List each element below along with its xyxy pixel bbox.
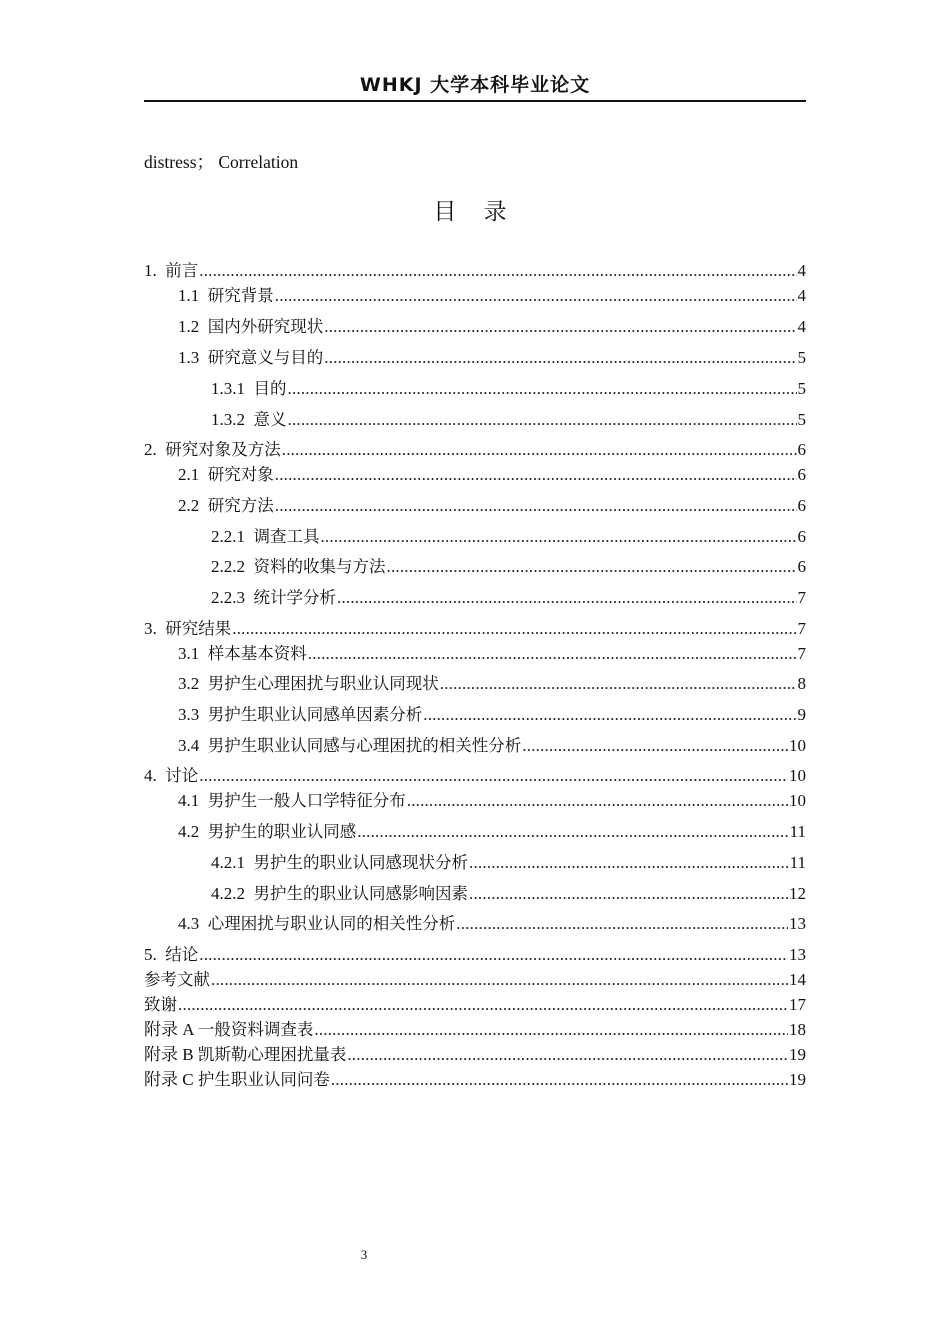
toc-entry-page: 13 bbox=[789, 914, 806, 933]
toc-entry-label: 结论 bbox=[165, 945, 199, 964]
toc-entry-page: 14 bbox=[789, 970, 806, 989]
toc-entry-label: 样本基本资料 bbox=[207, 644, 307, 663]
toc-entry-page: 12 bbox=[789, 884, 806, 903]
toc-entry-page: 8 bbox=[797, 674, 806, 693]
dot-leader bbox=[423, 703, 796, 727]
toc-entry[interactable] bbox=[144, 438, 806, 462]
toc-entry-label: 致谢 bbox=[144, 995, 177, 1014]
dot-leader bbox=[331, 1068, 788, 1092]
dot-leader bbox=[275, 463, 797, 487]
toc-entry-label: 护生职业认同问卷 bbox=[197, 1070, 330, 1089]
toc-entry-label: 讨论 bbox=[165, 766, 199, 785]
dot-leader bbox=[347, 1043, 788, 1067]
dot-leader bbox=[275, 284, 797, 308]
toc-entry[interactable] bbox=[144, 764, 806, 788]
toc-entry[interactable] bbox=[144, 377, 806, 401]
dot-leader bbox=[469, 851, 789, 875]
keywords-continuation: distress； Correlation bbox=[144, 152, 299, 172]
toc-entry-page: 4 bbox=[797, 261, 806, 280]
toc-entry-page: 7 bbox=[797, 588, 806, 607]
toc-entry-label: 研究对象及方法 bbox=[165, 440, 281, 459]
toc-entry[interactable] bbox=[144, 1068, 806, 1092]
toc-entry[interactable] bbox=[144, 851, 806, 875]
dot-leader bbox=[199, 943, 788, 967]
dot-leader bbox=[456, 912, 788, 936]
toc-entry-label: 男护生职业认同感与心理困扰的相关性分析 bbox=[207, 736, 522, 755]
toc-entry-label: 研究对象 bbox=[207, 465, 274, 484]
toc-entry-page: 18 bbox=[789, 1020, 806, 1039]
toc-entry[interactable] bbox=[144, 586, 806, 610]
toc-entry-number: 4.2 bbox=[178, 822, 208, 841]
dot-leader bbox=[324, 315, 796, 339]
toc-entry[interactable] bbox=[144, 943, 806, 967]
toc-entry[interactable] bbox=[144, 882, 806, 906]
toc-entry-page: 9 bbox=[797, 705, 806, 724]
toc-entry-page: 10 bbox=[789, 791, 806, 810]
toc-entry-label: 男护生心理困扰与职业认同现状 bbox=[207, 674, 439, 693]
toc-entry-label: 资料的收集与方法 bbox=[253, 557, 386, 576]
toc-entry-number: 2.1 bbox=[178, 465, 208, 484]
toc-entry[interactable] bbox=[144, 820, 806, 844]
toc-entry[interactable] bbox=[144, 259, 806, 283]
toc-entry-number: 1. bbox=[144, 261, 166, 280]
toc-entry[interactable] bbox=[144, 703, 806, 727]
toc-entry[interactable] bbox=[144, 642, 806, 666]
toc-entry-page: 6 bbox=[797, 557, 806, 576]
toc-entry-page: 11 bbox=[789, 853, 806, 872]
toc-entry-label: 意义 bbox=[253, 410, 287, 429]
dot-leader bbox=[199, 764, 788, 788]
running-header-title: WHKJ 大学本科毕业论文 bbox=[359, 74, 591, 96]
toc-entry[interactable] bbox=[144, 284, 806, 308]
dot-leader bbox=[387, 555, 797, 579]
toc-entry-number: 1.1 bbox=[178, 286, 208, 305]
toc-entry[interactable] bbox=[144, 525, 806, 549]
toc-entry-label: 男护生职业认同感单因素分析 bbox=[207, 705, 423, 724]
toc-entry-number: 5. bbox=[144, 945, 166, 964]
toc-entry-label: 研究结果 bbox=[165, 619, 232, 638]
toc-entry[interactable] bbox=[144, 993, 806, 1017]
toc-entry-number: 1.3 bbox=[178, 348, 208, 367]
toc-entry-number: 1.3.2 bbox=[211, 410, 254, 429]
toc-entry-label: 统计学分析 bbox=[253, 588, 336, 607]
toc-entry-page: 11 bbox=[789, 822, 806, 841]
toc-title: 目 录 bbox=[433, 199, 517, 225]
toc-entry-page: 7 bbox=[797, 619, 806, 638]
toc-entry-label: 男护生一般人口学特征分布 bbox=[207, 791, 406, 810]
toc-entry-label: 研究背景 bbox=[207, 286, 274, 305]
toc-entry-page: 10 bbox=[789, 736, 806, 755]
toc-entry-page: 6 bbox=[797, 440, 806, 459]
dot-leader bbox=[288, 408, 797, 432]
toc-entry-label: 国内外研究现状 bbox=[207, 317, 324, 336]
dot-leader bbox=[469, 882, 788, 906]
toc-entry-number: 3. bbox=[144, 619, 166, 638]
toc-entry-page: 19 bbox=[789, 1070, 806, 1089]
dot-leader bbox=[314, 1018, 788, 1042]
toc-entry[interactable] bbox=[144, 315, 806, 339]
dot-leader bbox=[324, 346, 796, 370]
toc-entry[interactable] bbox=[144, 734, 806, 758]
toc-entry-page: 13 bbox=[789, 945, 806, 964]
toc-entry-label: 参考文献 bbox=[144, 970, 210, 989]
toc-entry[interactable] bbox=[144, 1043, 806, 1067]
toc-entry-label: 男护生的职业认同感影响因素 bbox=[253, 884, 468, 903]
dot-leader bbox=[308, 642, 797, 666]
toc-entry-label: 男护生的职业认同感 bbox=[207, 822, 357, 841]
toc-entry-page: 6 bbox=[797, 496, 806, 515]
toc-entry-number: 附录 C bbox=[144, 1070, 198, 1089]
toc-entry-number: 1.3.1 bbox=[211, 379, 254, 398]
toc-entry-number: 2.2.1 bbox=[211, 527, 254, 546]
toc-entry-label: 研究方法 bbox=[207, 496, 274, 515]
header-divider bbox=[144, 100, 806, 102]
toc-entry[interactable] bbox=[144, 346, 806, 370]
toc-entry-label: 一般资料调查表 bbox=[197, 1020, 314, 1039]
toc-entry-page: 17 bbox=[789, 995, 806, 1014]
toc-entry-page: 10 bbox=[789, 766, 806, 785]
page-number: 3 bbox=[360, 1247, 368, 1262]
toc-entry-page: 4 bbox=[797, 317, 806, 336]
toc-entry[interactable] bbox=[144, 912, 806, 936]
toc-entry-number: 附录 A bbox=[144, 1020, 198, 1039]
toc-entry-number: 3.3 bbox=[178, 705, 208, 724]
dot-leader bbox=[440, 672, 797, 696]
toc-entry-number: 4.1 bbox=[178, 791, 208, 810]
toc-entry-label: 男护生的职业认同感现状分析 bbox=[253, 853, 468, 872]
toc-entry-number: 2.2.2 bbox=[211, 557, 254, 576]
toc-entry[interactable] bbox=[144, 617, 806, 641]
dot-leader bbox=[522, 734, 788, 758]
dot-leader bbox=[178, 993, 788, 1017]
toc-entry-number: 4.2.2 bbox=[211, 884, 254, 903]
toc-entry-number: 4.3 bbox=[178, 914, 208, 933]
toc-entry-page: 5 bbox=[797, 348, 806, 367]
toc-entry-page: 19 bbox=[789, 1045, 806, 1064]
dot-leader bbox=[407, 789, 788, 813]
toc-entry[interactable] bbox=[144, 672, 806, 696]
toc-entry[interactable] bbox=[144, 968, 806, 992]
toc-entry-label: 凯斯勒心理困扰量表 bbox=[197, 1045, 347, 1064]
toc-entry-number: 2.2 bbox=[178, 496, 208, 515]
toc-entry-number: 1.2 bbox=[178, 317, 208, 336]
toc-entry-label: 调查工具 bbox=[253, 527, 320, 546]
dot-leader bbox=[232, 617, 796, 641]
toc-entry-page: 5 bbox=[797, 379, 806, 398]
toc-entry-page: 6 bbox=[797, 527, 806, 546]
toc-entry-number: 2.2.3 bbox=[211, 588, 254, 607]
toc-entry[interactable] bbox=[144, 555, 806, 579]
dot-leader bbox=[357, 820, 788, 844]
toc-entry-number: 3.2 bbox=[178, 674, 208, 693]
toc-entry-label: 前言 bbox=[165, 261, 199, 280]
toc-entry-number: 3.1 bbox=[178, 644, 208, 663]
dot-leader bbox=[321, 525, 797, 549]
toc-entry-label: 研究意义与目的 bbox=[207, 348, 324, 367]
toc-entry-number: 3.4 bbox=[178, 736, 208, 755]
dot-leader bbox=[199, 259, 796, 283]
dot-leader bbox=[275, 494, 797, 518]
toc-entry-number: 2. bbox=[144, 440, 166, 459]
toc-entry-page: 6 bbox=[797, 465, 806, 484]
toc-entry-label: 目的 bbox=[253, 379, 287, 398]
dot-leader bbox=[282, 438, 797, 462]
toc-entry-label: 心理困扰与职业认同的相关性分析 bbox=[207, 914, 456, 933]
dot-leader bbox=[211, 968, 788, 992]
toc-entry[interactable] bbox=[144, 494, 806, 518]
toc-entry[interactable] bbox=[144, 789, 806, 813]
toc-entry-number: 4.2.1 bbox=[211, 853, 254, 872]
toc-entry-page: 5 bbox=[797, 410, 806, 429]
toc-entry-page: 4 bbox=[797, 286, 806, 305]
toc-entry[interactable] bbox=[144, 408, 806, 432]
toc-entry[interactable] bbox=[144, 463, 806, 487]
toc-entry-number: 4. bbox=[144, 766, 166, 785]
toc-entry-number: 附录 B bbox=[144, 1045, 198, 1064]
dot-leader bbox=[288, 377, 797, 401]
dot-leader bbox=[337, 586, 797, 610]
toc-entry-page: 7 bbox=[797, 644, 806, 663]
toc-entry[interactable] bbox=[144, 1018, 806, 1042]
